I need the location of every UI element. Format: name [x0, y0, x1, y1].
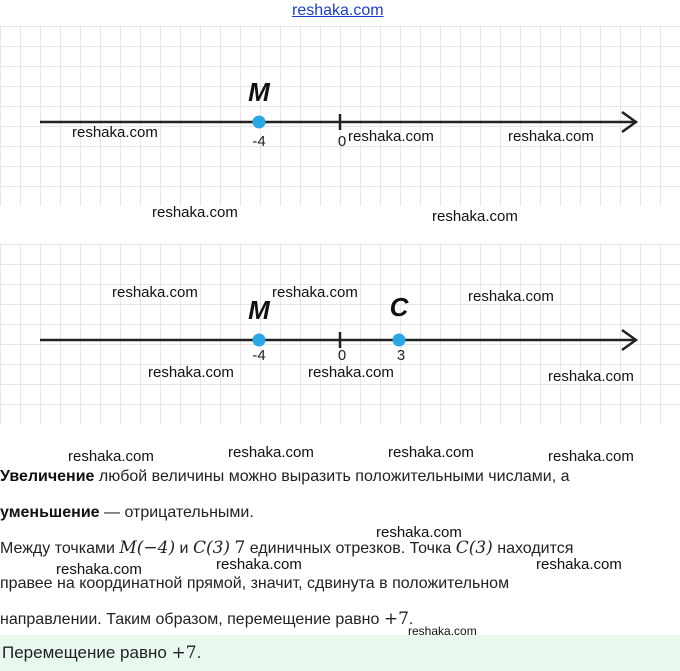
answer-box	[0, 635, 680, 671]
watermark: reshaka.com	[376, 524, 462, 541]
watermark: reshaka.com	[272, 284, 358, 301]
watermark: reshaka.com	[148, 364, 234, 381]
number-line-1	[0, 26, 680, 206]
math-point-c: C(3)	[455, 538, 493, 558]
watermark: reshaka.com	[216, 556, 302, 573]
watermark: reshaka.com	[152, 204, 238, 221]
text-span: правее на координатной прямой, значит, сдвинута в положительном	[0, 575, 510, 592]
watermark-link[interactable]: reshaka.com	[292, 2, 384, 19]
origin-label: 0	[337, 347, 347, 364]
answer-label: Перемещение равно	[2, 643, 172, 662]
origin-label: 0	[337, 133, 347, 150]
text-span: — отрицательными.	[99, 504, 254, 521]
text-span: направлении. Таким образом, перемещение равно	[0, 611, 384, 628]
point-c-value: 3	[396, 347, 406, 364]
watermark: reshaka.com	[536, 556, 622, 573]
watermark: reshaka.com	[68, 448, 154, 465]
watermark: reshaka.com	[388, 444, 474, 461]
point-m	[253, 116, 266, 129]
watermark: reshaka.com	[72, 124, 158, 141]
watermark: reshaka.com	[548, 368, 634, 385]
text-span: находится	[492, 540, 574, 557]
text-span: и	[175, 540, 193, 557]
text-span: .	[196, 643, 202, 662]
point-m	[253, 334, 266, 347]
paragraph-line-5	[0, 609, 680, 630]
point-c-label: C	[389, 292, 409, 322]
answer-value: +7	[171, 643, 197, 663]
watermark: reshaka.com	[432, 208, 518, 225]
number-line-2	[0, 244, 680, 424]
bold-term-increase: Увеличение	[0, 468, 95, 485]
watermark: reshaka.com	[468, 288, 554, 305]
text-span: любой величины можно выразить положительными числами, а	[94, 468, 570, 485]
text-span: Между точками	[0, 540, 120, 557]
bold-term-decrease: уменьшение	[0, 504, 100, 521]
paragraph-line-2	[0, 503, 680, 523]
watermark: reshaka.com	[228, 444, 314, 461]
paragraph-line-1	[0, 467, 680, 487]
watermark: reshaka.com	[348, 128, 434, 145]
watermark: reshaka.com	[408, 624, 477, 638]
point-m-value: -4	[252, 133, 266, 150]
answer-text	[2, 643, 201, 663]
point-m-value: -4	[252, 347, 266, 364]
watermark: reshaka.com	[56, 561, 142, 578]
point-m-label: M	[248, 295, 270, 325]
watermark: reshaka.com	[508, 128, 594, 145]
text-span: единичных отрезков. Точка	[245, 540, 456, 557]
watermark: reshaka.com	[548, 448, 634, 465]
math-point-c: C(3)	[192, 538, 231, 558]
watermark: reshaka.com	[112, 284, 198, 301]
text-span: .	[408, 611, 414, 628]
point-m-label: M	[248, 77, 270, 107]
point-c	[393, 334, 406, 347]
math-point-m: M(−4)	[119, 538, 176, 558]
watermark: reshaka.com	[308, 364, 394, 381]
math-plus-seven: +7	[383, 609, 409, 629]
math-seven: 7	[234, 538, 246, 558]
